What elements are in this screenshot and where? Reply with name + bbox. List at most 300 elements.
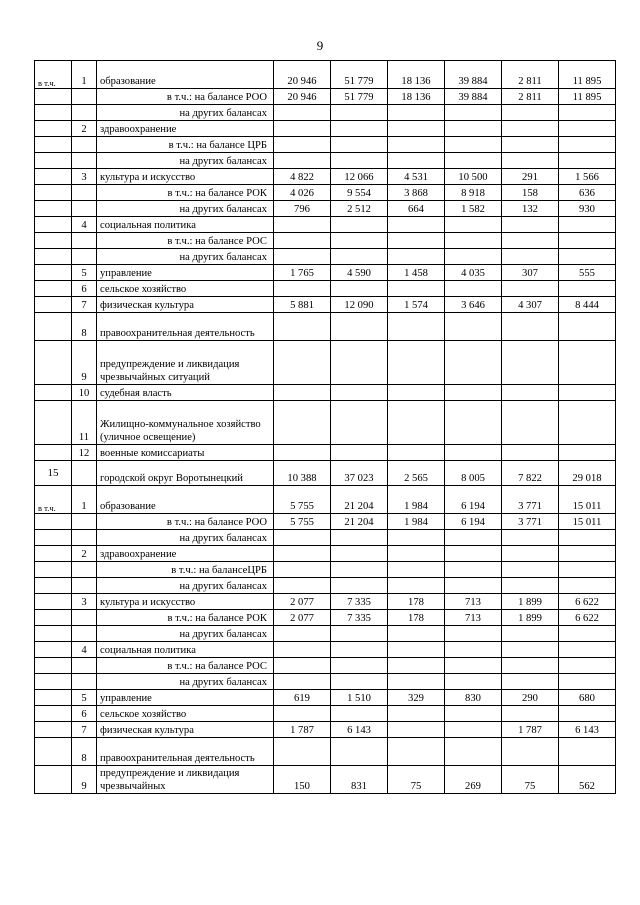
- item-number-cell: [72, 562, 97, 578]
- item-name-cell: Жилищно-коммунальное хозяйство (уличное освещение): [97, 401, 274, 445]
- row-scope-cell: [35, 658, 72, 674]
- value-cell: [445, 281, 502, 297]
- value-cell: [502, 706, 559, 722]
- value-cell: [445, 562, 502, 578]
- item-name-cell: образование: [97, 486, 274, 514]
- value-cell: [502, 281, 559, 297]
- value-cell: [388, 578, 445, 594]
- value-cell: [559, 313, 616, 341]
- value-cell: [559, 562, 616, 578]
- item-number-cell: [72, 249, 97, 265]
- item-number-cell: 4: [72, 217, 97, 233]
- value-cell: [502, 658, 559, 674]
- value-cell: [445, 642, 502, 658]
- value-cell: [559, 546, 616, 562]
- row-scope-cell: в т.ч.: [35, 61, 72, 89]
- item-name-cell: в т.ч.: на балансе РОС: [97, 658, 274, 674]
- value-cell: 20 946: [274, 89, 331, 105]
- budget-table: [34, 60, 616, 794]
- value-cell: [559, 121, 616, 137]
- value-cell: [331, 546, 388, 562]
- value-cell: [274, 706, 331, 722]
- value-cell: 11 895: [559, 61, 616, 89]
- table-row: [35, 642, 616, 658]
- row-scope-cell: [35, 121, 72, 137]
- item-name-cell: правоохранительная деятельность: [97, 738, 274, 766]
- item-name-cell: на других балансах: [97, 530, 274, 546]
- item-number-cell: 2: [72, 121, 97, 137]
- value-cell: [274, 530, 331, 546]
- value-cell: [331, 233, 388, 249]
- item-name-cell: судебная власть: [97, 385, 274, 401]
- row-scope-cell: [35, 706, 72, 722]
- value-cell: 75: [502, 766, 559, 794]
- value-cell: [388, 341, 445, 385]
- table-row: [35, 658, 616, 674]
- item-name-cell: в т.ч.: на балансе РОО: [97, 89, 274, 105]
- value-cell: 3 771: [502, 486, 559, 514]
- value-cell: 3 868: [388, 185, 445, 201]
- value-cell: [331, 578, 388, 594]
- table-row: [35, 217, 616, 233]
- value-cell: 1 787: [502, 722, 559, 738]
- value-cell: [559, 706, 616, 722]
- item-name-cell: на других балансах: [97, 105, 274, 121]
- item-number-cell: [72, 658, 97, 674]
- value-cell: [445, 674, 502, 690]
- value-cell: [331, 445, 388, 461]
- value-cell: [274, 642, 331, 658]
- value-cell: [274, 546, 331, 562]
- value-cell: 291: [502, 169, 559, 185]
- value-cell: [331, 658, 388, 674]
- value-cell: 18 136: [388, 61, 445, 89]
- item-name-cell: управление: [97, 690, 274, 706]
- value-cell: 1 510: [331, 690, 388, 706]
- value-cell: 619: [274, 690, 331, 706]
- value-cell: [388, 281, 445, 297]
- item-number-cell: 2: [72, 546, 97, 562]
- value-cell: 6 143: [331, 722, 388, 738]
- value-cell: [388, 445, 445, 461]
- value-cell: [445, 313, 502, 341]
- item-number-cell: [72, 201, 97, 217]
- item-number-cell: [72, 578, 97, 594]
- value-cell: [559, 341, 616, 385]
- table-row: [35, 105, 616, 121]
- value-cell: [388, 706, 445, 722]
- value-cell: [445, 233, 502, 249]
- value-cell: [502, 562, 559, 578]
- value-cell: [331, 105, 388, 121]
- value-cell: [559, 233, 616, 249]
- item-name-cell: сельское хозяйство: [97, 706, 274, 722]
- value-cell: 2 077: [274, 610, 331, 626]
- value-cell: 10 388: [274, 461, 331, 486]
- table-row: [35, 89, 616, 105]
- row-scope-cell: [35, 626, 72, 642]
- table-row: [35, 562, 616, 578]
- item-name-cell: культура и искусство: [97, 594, 274, 610]
- value-cell: [274, 281, 331, 297]
- row-scope-cell: [35, 385, 72, 401]
- value-cell: [502, 401, 559, 445]
- row-scope-cell: [35, 137, 72, 153]
- row-scope-cell: 15: [35, 461, 72, 486]
- value-cell: [502, 217, 559, 233]
- table-body: [35, 61, 616, 794]
- value-cell: [331, 137, 388, 153]
- table-row: [35, 281, 616, 297]
- value-cell: [388, 401, 445, 445]
- item-name-cell: в т.ч.: на балансе РОС: [97, 233, 274, 249]
- value-cell: [502, 153, 559, 169]
- item-number-cell: 5: [72, 690, 97, 706]
- row-scope-cell: [35, 766, 72, 794]
- item-name-cell: на других балансах: [97, 249, 274, 265]
- value-cell: [274, 341, 331, 385]
- value-cell: 6 143: [559, 722, 616, 738]
- value-cell: 39 884: [445, 89, 502, 105]
- value-cell: 6 622: [559, 610, 616, 626]
- value-cell: [445, 249, 502, 265]
- value-cell: 329: [388, 690, 445, 706]
- value-cell: [445, 385, 502, 401]
- value-cell: [445, 706, 502, 722]
- row-scope-cell: [35, 169, 72, 185]
- value-cell: 3 646: [445, 297, 502, 313]
- value-cell: [502, 445, 559, 461]
- value-cell: [388, 626, 445, 642]
- value-cell: [502, 313, 559, 341]
- value-cell: 3 771: [502, 514, 559, 530]
- value-cell: [388, 137, 445, 153]
- value-cell: [445, 121, 502, 137]
- value-cell: [331, 738, 388, 766]
- value-cell: [445, 401, 502, 445]
- value-cell: [502, 105, 559, 121]
- value-cell: [502, 674, 559, 690]
- value-cell: [388, 530, 445, 546]
- value-cell: [274, 738, 331, 766]
- value-cell: [502, 578, 559, 594]
- value-cell: [274, 626, 331, 642]
- value-cell: [274, 313, 331, 341]
- item-name-cell: в т.ч.: на балансеЦРБ: [97, 562, 274, 578]
- row-scope-cell: [35, 265, 72, 281]
- value-cell: 37 023: [331, 461, 388, 486]
- table-row: [35, 486, 616, 514]
- value-cell: [502, 738, 559, 766]
- value-cell: [502, 233, 559, 249]
- value-cell: 713: [445, 610, 502, 626]
- table-row: [35, 265, 616, 281]
- value-cell: 158: [502, 185, 559, 201]
- value-cell: [388, 562, 445, 578]
- value-cell: [331, 674, 388, 690]
- value-cell: 307: [502, 265, 559, 281]
- table-row: [35, 674, 616, 690]
- table-row: [35, 738, 616, 766]
- value-cell: [331, 153, 388, 169]
- value-cell: 10 500: [445, 169, 502, 185]
- item-number-cell: [72, 89, 97, 105]
- value-cell: 51 779: [331, 89, 388, 105]
- item-number-cell: [72, 530, 97, 546]
- item-number-cell: [72, 514, 97, 530]
- value-cell: 5 881: [274, 297, 331, 313]
- table-row: [35, 313, 616, 341]
- value-cell: [559, 105, 616, 121]
- table-row: [35, 594, 616, 610]
- value-cell: 7 822: [502, 461, 559, 486]
- value-cell: 9 554: [331, 185, 388, 201]
- item-name-cell: управление: [97, 265, 274, 281]
- row-scope-cell: [35, 185, 72, 201]
- item-number-cell: [72, 153, 97, 169]
- item-name-cell: здравоохранение: [97, 121, 274, 137]
- value-cell: [559, 642, 616, 658]
- table-row: [35, 706, 616, 722]
- table-row: [35, 249, 616, 265]
- value-cell: [274, 578, 331, 594]
- value-cell: [445, 445, 502, 461]
- value-cell: [388, 658, 445, 674]
- value-cell: 2 077: [274, 594, 331, 610]
- value-cell: 8 444: [559, 297, 616, 313]
- item-number-cell: 3: [72, 594, 97, 610]
- item-number-cell: 7: [72, 297, 97, 313]
- item-name-cell: физическая культура: [97, 722, 274, 738]
- table-row: [35, 341, 616, 385]
- value-cell: [331, 401, 388, 445]
- value-cell: [388, 674, 445, 690]
- value-cell: [388, 642, 445, 658]
- item-name-cell: в т.ч.: на балансе РОО: [97, 514, 274, 530]
- value-cell: 1 787: [274, 722, 331, 738]
- table-row: [35, 626, 616, 642]
- value-cell: 1 899: [502, 610, 559, 626]
- item-name-cell: правоохранительная деятельность: [97, 313, 274, 341]
- table-row: [35, 578, 616, 594]
- table-row: [35, 766, 616, 794]
- value-cell: [559, 385, 616, 401]
- value-cell: [331, 530, 388, 546]
- value-cell: [559, 674, 616, 690]
- value-cell: 7 335: [331, 610, 388, 626]
- value-cell: [445, 546, 502, 562]
- value-cell: [445, 658, 502, 674]
- value-cell: [445, 105, 502, 121]
- table-row: [35, 137, 616, 153]
- item-number-cell: 7: [72, 722, 97, 738]
- item-name-cell: физическая культура: [97, 297, 274, 313]
- value-cell: [559, 153, 616, 169]
- value-cell: 6 194: [445, 514, 502, 530]
- item-name-cell: предупреждение и ликвидация чрезвычайных ситуаций: [97, 341, 274, 385]
- value-cell: [274, 137, 331, 153]
- value-cell: 1 582: [445, 201, 502, 217]
- value-cell: 4 026: [274, 185, 331, 201]
- value-cell: [331, 281, 388, 297]
- value-cell: [331, 313, 388, 341]
- value-cell: 831: [331, 766, 388, 794]
- item-number-cell: 8: [72, 313, 97, 341]
- value-cell: [274, 217, 331, 233]
- row-scope-cell: [35, 514, 72, 530]
- value-cell: 12 090: [331, 297, 388, 313]
- item-name-cell: в т.ч.: на балансе ЦРБ: [97, 137, 274, 153]
- row-scope-cell: [35, 297, 72, 313]
- row-scope-cell: [35, 89, 72, 105]
- row-scope-cell: [35, 341, 72, 385]
- value-cell: [559, 445, 616, 461]
- item-name-cell: в т.ч.: на балансе РОК: [97, 610, 274, 626]
- page-number: 9: [316, 38, 324, 53]
- value-cell: 2 811: [502, 61, 559, 89]
- row-scope-cell: [35, 722, 72, 738]
- value-cell: [388, 313, 445, 341]
- item-number-cell: [72, 185, 97, 201]
- value-cell: [502, 530, 559, 546]
- value-cell: 51 779: [331, 61, 388, 89]
- value-cell: [388, 385, 445, 401]
- value-cell: 830: [445, 690, 502, 706]
- value-cell: [331, 562, 388, 578]
- value-cell: 75: [388, 766, 445, 794]
- value-cell: 1 566: [559, 169, 616, 185]
- value-cell: [331, 706, 388, 722]
- row-scope-cell: [35, 530, 72, 546]
- value-cell: [445, 722, 502, 738]
- value-cell: 269: [445, 766, 502, 794]
- table-row: [35, 185, 616, 201]
- value-cell: 4 531: [388, 169, 445, 185]
- value-cell: [274, 105, 331, 121]
- value-cell: 39 884: [445, 61, 502, 89]
- value-cell: 796: [274, 201, 331, 217]
- value-cell: 680: [559, 690, 616, 706]
- value-cell: [331, 217, 388, 233]
- item-number-cell: [72, 626, 97, 642]
- table-row: [35, 546, 616, 562]
- value-cell: [445, 578, 502, 594]
- value-cell: [502, 121, 559, 137]
- item-number-cell: 10: [72, 385, 97, 401]
- row-scope-cell: [35, 281, 72, 297]
- row-scope-cell: [35, 445, 72, 461]
- row-scope-cell: [35, 201, 72, 217]
- value-cell: 562: [559, 766, 616, 794]
- value-cell: 2 512: [331, 201, 388, 217]
- value-cell: 8 005: [445, 461, 502, 486]
- value-cell: [331, 642, 388, 658]
- value-cell: 555: [559, 265, 616, 281]
- item-number-cell: 6: [72, 281, 97, 297]
- item-number-cell: 1: [72, 486, 97, 514]
- value-cell: 930: [559, 201, 616, 217]
- row-scope-cell: [35, 313, 72, 341]
- value-cell: 1 458: [388, 265, 445, 281]
- item-name-cell: в т.ч.: на балансе РОК: [97, 185, 274, 201]
- table-row: [35, 61, 616, 89]
- value-cell: 178: [388, 610, 445, 626]
- item-number-cell: [72, 674, 97, 690]
- value-cell: [502, 249, 559, 265]
- value-cell: 2 565: [388, 461, 445, 486]
- table-row: [35, 445, 616, 461]
- value-cell: [388, 546, 445, 562]
- value-cell: [331, 121, 388, 137]
- item-name-cell: городской округ Воротынецкий: [97, 461, 274, 486]
- value-cell: [274, 249, 331, 265]
- row-scope-cell: [35, 401, 72, 445]
- item-number-cell: 6: [72, 706, 97, 722]
- value-cell: [559, 658, 616, 674]
- table-row: [35, 153, 616, 169]
- item-name-cell: сельское хозяйство: [97, 281, 274, 297]
- item-number-cell: 5: [72, 265, 97, 281]
- table-row: [35, 201, 616, 217]
- value-cell: [274, 233, 331, 249]
- value-cell: [559, 401, 616, 445]
- value-cell: 29 018: [559, 461, 616, 486]
- table-row: [35, 610, 616, 626]
- value-cell: [274, 658, 331, 674]
- value-cell: 6 622: [559, 594, 616, 610]
- table-row: [35, 530, 616, 546]
- value-cell: 636: [559, 185, 616, 201]
- row-scope-cell: [35, 674, 72, 690]
- value-cell: [274, 401, 331, 445]
- row-scope-cell: [35, 217, 72, 233]
- value-cell: 713: [445, 594, 502, 610]
- value-cell: 1 765: [274, 265, 331, 281]
- value-cell: [445, 137, 502, 153]
- value-cell: [388, 153, 445, 169]
- row-scope-cell: [35, 578, 72, 594]
- item-number-cell: 4: [72, 642, 97, 658]
- value-cell: 11 895: [559, 89, 616, 105]
- item-number-cell: [72, 233, 97, 249]
- row-scope-cell: [35, 249, 72, 265]
- value-cell: 5 755: [274, 514, 331, 530]
- value-cell: [331, 626, 388, 642]
- item-number-cell: [72, 137, 97, 153]
- item-number-cell: 1: [72, 61, 97, 89]
- item-number-cell: 9: [72, 766, 97, 794]
- table-row: [35, 514, 616, 530]
- value-cell: [559, 137, 616, 153]
- value-cell: [502, 642, 559, 658]
- item-name-cell: здравоохранение: [97, 546, 274, 562]
- value-cell: [331, 249, 388, 265]
- value-cell: [502, 546, 559, 562]
- value-cell: 21 204: [331, 514, 388, 530]
- value-cell: [274, 153, 331, 169]
- item-number-cell: [72, 461, 97, 486]
- item-number-cell: 12: [72, 445, 97, 461]
- row-scope-cell: [35, 546, 72, 562]
- table-row: [35, 297, 616, 313]
- value-cell: 1 984: [388, 486, 445, 514]
- value-cell: [388, 105, 445, 121]
- value-cell: [331, 385, 388, 401]
- table-row: [35, 121, 616, 137]
- table-row: [35, 461, 616, 486]
- value-cell: [445, 341, 502, 385]
- value-cell: [559, 530, 616, 546]
